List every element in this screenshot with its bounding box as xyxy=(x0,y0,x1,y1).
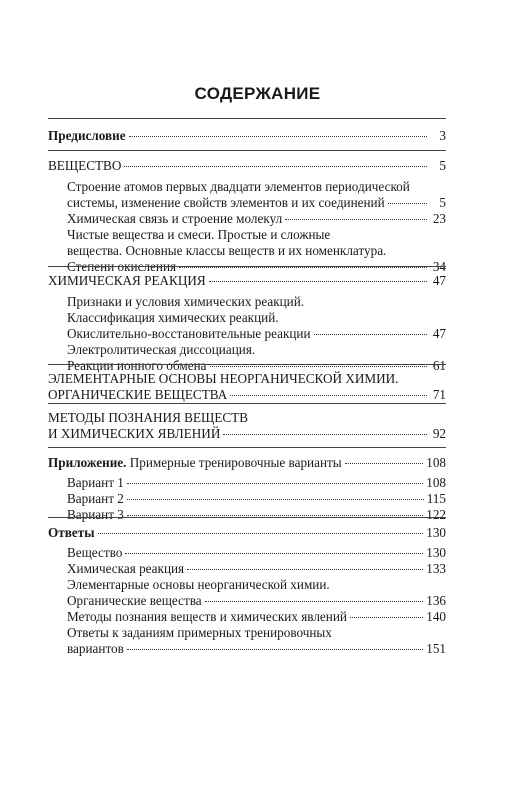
toc-entry-atoms[interactable] xyxy=(67,194,446,211)
page-number: 3 xyxy=(439,128,446,143)
divider xyxy=(48,150,446,151)
page-number: 5 xyxy=(439,158,446,173)
page-number: 140 xyxy=(426,609,446,624)
toc-entry-text: Электролитическая диссоциация. xyxy=(67,342,256,357)
toc-entry-answers-substance[interactable] xyxy=(67,544,446,561)
toc-entry-label: Степени окисления xyxy=(67,259,177,274)
toc-entry-text: Элементарные основы неорганической химии. xyxy=(67,577,330,592)
page-number: 47 xyxy=(432,273,446,288)
page-number: 5 xyxy=(439,195,446,210)
toc-entry-text: Ответы к заданиям примерных тренировочных xyxy=(67,625,332,640)
leader-dots xyxy=(124,166,427,167)
toc-section-label: ВЕЩЕСТВО xyxy=(48,158,122,173)
toc-section-label: ХИМИЧЕСКАЯ РЕАКЦИЯ xyxy=(48,273,206,288)
toc-entry-answers[interactable] xyxy=(48,524,446,541)
toc-entry-answers-reaction[interactable] xyxy=(67,560,446,577)
toc-entry-answers-inorganic[interactable] xyxy=(67,592,446,609)
toc-entry-label: Химическая связь и строение молекул xyxy=(67,211,283,226)
toc-entry-label: Окислительно-восстановительные реакции xyxy=(67,326,311,341)
page-number: 115 xyxy=(426,491,446,506)
leader-dots xyxy=(210,366,427,367)
toc-entry-answers-variants[interactable] xyxy=(67,640,446,657)
leader-dots xyxy=(223,434,427,435)
page-number: 34 xyxy=(432,259,446,274)
toc-section-text: ЭЛЕМЕНТАРНЫЕ ОСНОВЫ НЕОРГАНИЧЕСКОЙ ХИМИИ. xyxy=(48,371,399,386)
toc-entry-variant-2[interactable] xyxy=(67,490,446,507)
leader-dots xyxy=(314,334,427,335)
leader-dots xyxy=(127,483,423,484)
leader-dots xyxy=(230,395,427,396)
page-number: 151 xyxy=(426,641,446,656)
toc-entry-variant-3[interactable] xyxy=(67,506,446,523)
toc-section-substance[interactable] xyxy=(48,157,446,174)
toc-entry-label: Вариант 1 xyxy=(67,475,124,490)
divider xyxy=(48,266,446,267)
leader-dots xyxy=(388,203,427,204)
toc-entry-label xyxy=(48,454,342,471)
page-number: 130 xyxy=(426,545,446,560)
divider xyxy=(48,447,446,448)
toc-entry-label: вариантов xyxy=(67,641,124,656)
toc-entry-label: Вариант 3 xyxy=(67,507,124,522)
page-number: 122 xyxy=(426,507,446,522)
leader-dots xyxy=(98,533,424,534)
leader-dots xyxy=(127,499,424,500)
page-number: 130 xyxy=(426,525,446,540)
toc-entry-text: Признаки и условия химических реакций. xyxy=(67,294,305,309)
toc-section-text: МЕТОДЫ ПОЗНАНИЯ ВЕЩЕСТВ xyxy=(48,410,249,425)
appendix-label: Примерные тренировочные варианты xyxy=(126,455,342,470)
toc-entry-bonding[interactable] xyxy=(67,210,446,227)
leader-dots xyxy=(209,281,427,282)
leader-dots xyxy=(205,601,424,602)
leader-dots xyxy=(127,649,423,650)
toc-entry-label: Методы познания веществ и химических явлений xyxy=(67,609,347,624)
toc-entry-text: Чистые вещества и смеси. Простые и сложные xyxy=(67,227,331,242)
toc-entry-label: системы, изменение свойств элементов и их соединений xyxy=(67,195,385,210)
toc-entry-label: Органические вещества xyxy=(67,593,202,608)
toc-entry-text: вещества. Основные классы веществ и их номенклатура. xyxy=(67,243,387,258)
toc-entry-redox[interactable] xyxy=(67,325,446,342)
page-number: 133 xyxy=(426,561,446,576)
toc-entry-text: Строение атомов первых двадцати элементов периодической xyxy=(67,179,410,194)
page-number: 108 xyxy=(426,455,446,470)
leader-dots xyxy=(125,553,423,554)
toc-section-label: ОРГАНИЧЕСКИЕ ВЕЩЕСТВА xyxy=(48,387,228,402)
divider xyxy=(48,517,446,518)
page-number: 23 xyxy=(432,211,446,226)
page-number: 71 xyxy=(432,387,446,402)
leader-dots xyxy=(350,617,423,618)
toc-section-label: И ХИМИЧЕСКИХ ЯВЛЕНИЙ xyxy=(48,426,221,441)
toc-entry-label: Реакции ионного обмена xyxy=(67,358,207,373)
leader-dots xyxy=(129,136,427,137)
leader-dots xyxy=(127,515,423,516)
toc-entry-variant-1[interactable] xyxy=(67,474,446,491)
toc-section-reaction[interactable] xyxy=(48,272,446,289)
divider xyxy=(48,403,446,404)
page-number: 136 xyxy=(426,593,446,608)
page-number: 47 xyxy=(432,326,446,341)
page-number: 92 xyxy=(432,426,446,441)
leader-dots xyxy=(345,463,424,464)
leader-dots xyxy=(179,267,427,268)
toc-entry-label: Вариант 2 xyxy=(67,491,124,506)
toc-section-inorganic[interactable] xyxy=(48,386,446,403)
toc-entry-appendix[interactable] xyxy=(48,454,446,471)
page-number: 108 xyxy=(426,475,446,490)
leader-dots xyxy=(285,219,427,220)
page-title: СОДЕРЖАНИЕ xyxy=(194,84,321,103)
toc-entry-label: Ответы xyxy=(48,525,95,540)
divider xyxy=(48,118,446,119)
toc-entry-label: Вещество xyxy=(67,545,123,560)
toc-entry-label: Предисловие xyxy=(48,128,126,143)
toc-entry-text: Классификация химических реакций. xyxy=(67,310,279,325)
divider xyxy=(48,364,446,365)
appendix-bold-label: Приложение. xyxy=(48,455,127,470)
toc-section-methods[interactable] xyxy=(48,425,446,442)
toc-entry-label: Химическая реакция xyxy=(67,561,185,576)
page-number: 61 xyxy=(432,358,446,373)
leader-dots xyxy=(187,569,423,570)
toc-entry-answers-methods[interactable] xyxy=(67,608,446,625)
toc-entry-preface[interactable] xyxy=(48,127,446,144)
